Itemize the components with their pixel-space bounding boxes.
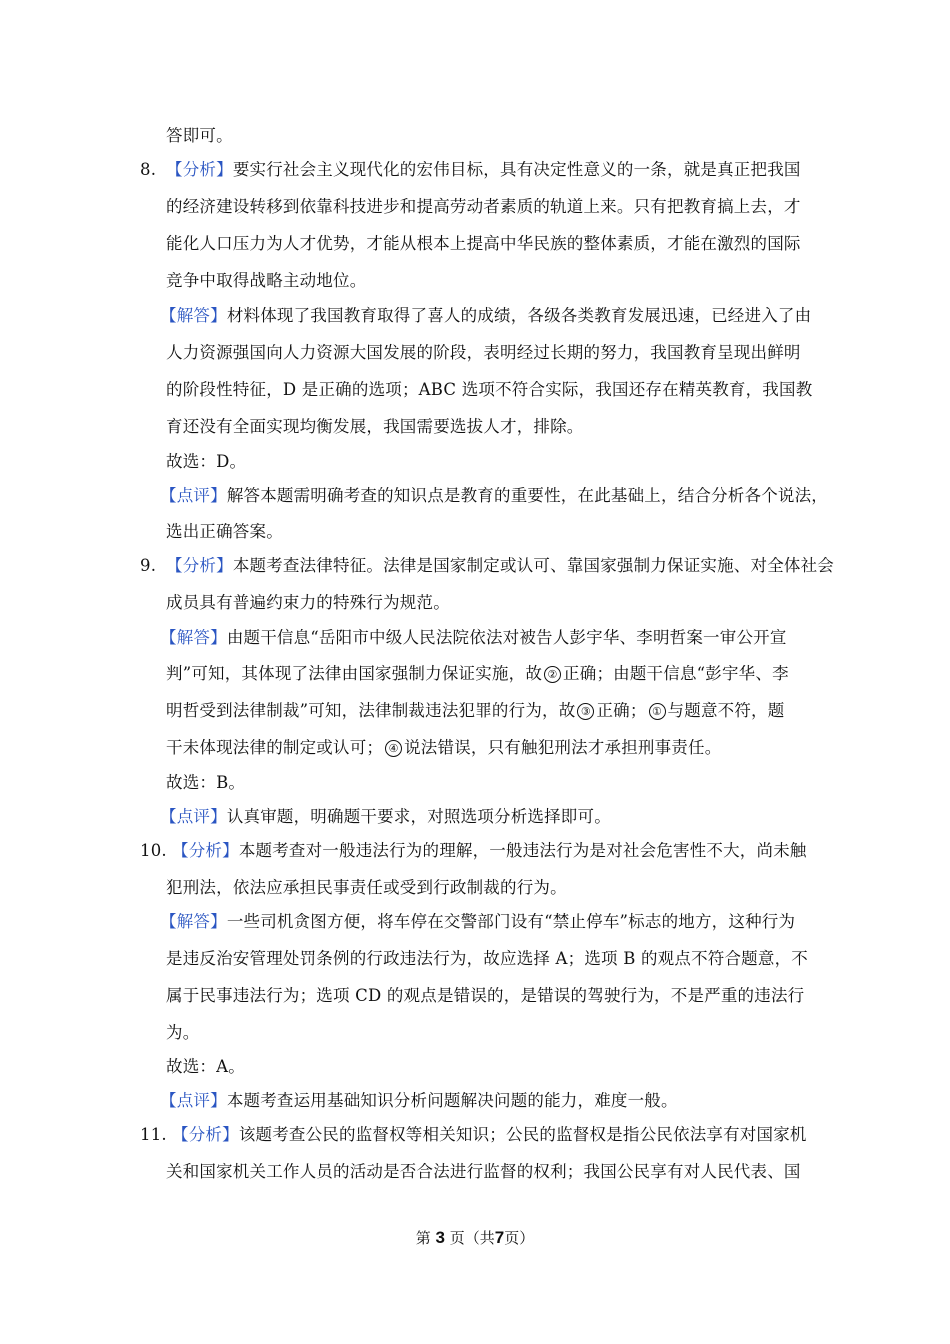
q9-answer-line: 【解答】由题干信息“岳阳市中级人民法院依法对被告人彭宇华、李明哲案一审公开宣	[160, 628, 787, 647]
text-line: 明哲受到法律制裁”可知，法律制裁违法犯罪的行为，故 ③ 正确； ① 与题意不符，题	[166, 701, 785, 720]
text-line: 的阶段性特征，D 是正确的选项；ABC 选项不符合实际，我国还存在精英教育，我国教	[166, 380, 813, 399]
q8-comment-line: 【点评】解答本题需明确考查的知识点是教育的重要性，在此基础上，结合分析各个说法，	[160, 486, 829, 505]
text-line: 答即可。	[166, 126, 233, 145]
page-footer: 第 3 页（共7页）	[415, 1228, 535, 1247]
answer-label: 【解答】	[160, 628, 227, 647]
text-line: 育还没有全面实现均衡发展，我国需要选拔人才，排除。	[166, 417, 584, 436]
text-line: 成员具有普遍约束力的特殊行为规范。	[166, 593, 450, 612]
text-line: 能化人口压力为人才优势，才能从根本上提高中华民族的整体素质，才能在激烈的国际	[166, 234, 801, 253]
q10-answer-line: 【解答】一些司机贪图方便，将车停在交警部门设有“禁止停车”标志的地方，这种行为	[160, 912, 796, 931]
question-number: 9.	[140, 556, 157, 575]
analysis-label: 【分析】	[172, 841, 239, 860]
q8-answer-line: 【解答】材料体现了我国教育取得了喜人的成绩，各级各类教育发展迅速，已经进入了由	[160, 306, 812, 325]
text-line: 竞争中取得战略主动地位。	[166, 271, 367, 290]
q10-analysis-line: 10. 【分析】本题考查对一般违法行为的理解，一般违法行为是对社会危害性不大，尚未触	[140, 841, 807, 860]
question-number: 8.	[140, 160, 157, 179]
q8-analysis-line: 8. 【分析】要实行社会主义现代化的宏伟目标，具有决定性意义的一条，就是真正把我国	[140, 160, 801, 179]
circled-number: ④	[385, 740, 402, 757]
page-number: 3	[435, 1228, 445, 1247]
text-line: 干未体现法律的制定或认可； ④ 说法错误，只有触犯刑法才承担刑事责任。	[166, 738, 722, 757]
q9-choice: 故选：B。	[166, 773, 246, 792]
question-number: 10.	[140, 841, 167, 860]
circled-number: ③	[577, 703, 594, 720]
q11-analysis-line: 11. 【分析】该题考查公民的监督权等相关知识；公民的监督权是指公民依法享有对国家机	[140, 1125, 807, 1144]
text-line: 是违反治安管理处罚条例的行政违法行为，故应选择 A；选项 B 的观点不符合题意，不	[166, 949, 808, 968]
text-line: 判”可知，其体现了法律由国家强制力保证实施，故 ② 正确；由题干信息“彭宇华、李	[166, 664, 789, 683]
analysis-label: 【分析】	[166, 160, 233, 179]
text-line: 的经济建设转移到依靠科技进步和提高劳动者素质的轨道上来。只有把教育搞上去，才	[166, 197, 801, 216]
q9-comment-line: 【点评】认真审题，明确题干要求，对照选项分析选择即可。	[160, 807, 611, 826]
text-line: 为。	[166, 1023, 200, 1042]
comment-label: 【点评】	[160, 807, 227, 826]
q9-analysis-line: 9. 【分析】本题考查法律特征。法律是国家制定或认可、靠国家强制力保证实施、对全体社会	[140, 556, 835, 575]
text-line: 人力资源强国向人力资源大国发展的阶段，表明经过长期的努力，我国教育呈现出鲜明	[166, 343, 801, 362]
q10-comment-line: 【点评】本题考查运用基础知识分析问题解决问题的能力，难度一般。	[160, 1091, 678, 1110]
analysis-label: 【分析】	[172, 1125, 239, 1144]
comment-label: 【点评】	[160, 486, 227, 505]
analysis-label: 【分析】	[166, 556, 233, 575]
page-total: 7	[494, 1228, 505, 1247]
text-line: 关和国家机关工作人员的活动是否合法进行监督的权利；我国公民享有对人民代表、国	[166, 1162, 801, 1181]
q8-choice: 故选：D。	[166, 452, 247, 471]
circled-number: ①	[649, 703, 666, 720]
text-line: 属于民事违法行为；选项 CD 的观点是错误的，是错误的驾驶行为，不是严重的违法行	[166, 986, 805, 1005]
answer-label: 【解答】	[160, 306, 227, 325]
text-line: 选出正确答案。	[166, 522, 283, 541]
text-line: 犯刑法，依法应承担民事责任或受到行政制裁的行为。	[166, 878, 567, 897]
q10-choice: 故选：A。	[166, 1057, 245, 1076]
circled-number: ②	[544, 666, 561, 683]
question-number: 11.	[140, 1125, 167, 1144]
comment-label: 【点评】	[160, 1091, 227, 1110]
answer-label: 【解答】	[160, 912, 227, 931]
